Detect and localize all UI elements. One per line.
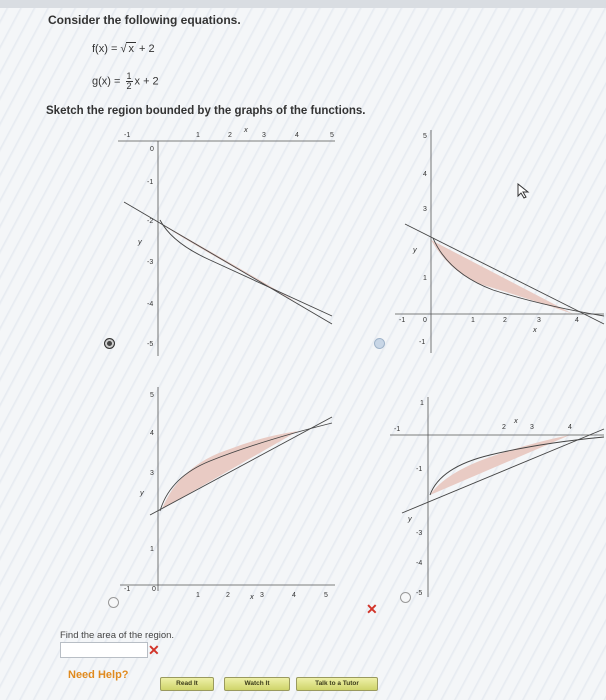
graph-d-curve-f	[430, 437, 604, 495]
graph-c-ylabel: y	[140, 488, 144, 497]
graph-b-ytick-2: 3	[423, 206, 427, 213]
graph-c-ytick-2: 3	[150, 470, 154, 477]
graph-d-ytick-3: -4	[416, 560, 423, 567]
fraction-denominator: 2	[126, 81, 132, 91]
equation-f-rest: + 2	[139, 43, 155, 55]
graph-c-xtick-3: 3	[260, 592, 264, 599]
graph-d-xtick-2: 3	[530, 424, 534, 431]
graph-d-xtick-1: 2	[502, 424, 506, 431]
graph-b-origin: 0	[423, 317, 427, 324]
graph-a-ytick-0: -1	[147, 179, 154, 186]
graph-c-xtick-0: -1	[124, 586, 131, 593]
graph-c-xtick-1: 1	[196, 592, 200, 599]
graph-a-ytick-1: -2	[147, 218, 154, 225]
graph-b-ytick-4: -1	[419, 339, 426, 346]
graph-d-xlabel: x	[514, 416, 518, 425]
graph-a-ytick-4: -5	[147, 341, 154, 348]
graph-b-ytick-3: 1	[423, 275, 427, 282]
graph-c-xlabel: x	[250, 592, 254, 601]
area-wrong-mark: ✕	[148, 642, 160, 658]
graph-b-xtick-1: 1	[471, 317, 475, 324]
graph-b-region	[431, 240, 573, 314]
graph-d-xtick-0: -1	[394, 426, 401, 433]
graph-a-ylabel: y	[138, 237, 142, 246]
graph-c-ytick-0: 5	[150, 392, 154, 399]
graph-b-curve-f	[433, 238, 604, 316]
graph-d-xtick-3: 4	[568, 424, 572, 431]
graph-wrong-mark: ✕	[366, 601, 378, 617]
graph-b-ylabel: y	[413, 245, 417, 254]
equation-f-lhs: f(x) =	[92, 43, 118, 55]
graph-c-line-g	[150, 417, 332, 515]
graph-b-xtick-2: 2	[503, 317, 507, 324]
graph-c-xtick-2: 2	[226, 592, 230, 599]
graph-d-ytick-4: -5	[416, 590, 423, 597]
graph-b-ytick-1: 4	[423, 171, 427, 178]
mouse-pointer-icon	[517, 183, 531, 199]
graph-a-xlabel: x	[244, 125, 248, 134]
area-answer-input[interactable]	[60, 642, 148, 658]
graph-a-ytick-3: -4	[147, 301, 154, 308]
instruction: Sketch the region bounded by the graphs of the functions.	[46, 105, 366, 117]
graph-b-xtick-4: 4	[575, 317, 579, 324]
radio-choice-b[interactable]	[374, 338, 385, 349]
read-it-button[interactable]: Read It	[160, 677, 214, 691]
equation-g	[92, 72, 159, 91]
graph-d-ytick-1: -1	[416, 466, 423, 473]
radio-choice-d[interactable]	[400, 592, 411, 603]
fraction	[126, 72, 133, 91]
radio-choice-a[interactable]	[104, 338, 115, 349]
graph-a-ytick-2: -3	[147, 259, 154, 266]
graph-d-ytick-0: 1	[420, 400, 424, 407]
graph-choice-c	[110, 385, 340, 603]
graph-a-line-g	[124, 202, 332, 324]
graph-d-line-g	[402, 429, 604, 513]
graph-b-xlabel: x	[533, 325, 537, 334]
talk-to-tutor-button[interactable]: Talk to a Tutor	[296, 677, 378, 691]
graph-a-xtick-1: 1	[196, 132, 200, 139]
need-help-label: Need Help?	[68, 669, 129, 681]
area-prompt: Find the area of the region.	[60, 630, 175, 641]
graph-d-ytick-2: -3	[416, 530, 423, 537]
graph-c-curve-f	[160, 423, 332, 511]
equation-f-radicand: x	[128, 43, 134, 55]
graph-b-ytick-0: 5	[423, 133, 427, 140]
fraction-numerator: 1	[126, 71, 132, 81]
graph-b-line-g	[405, 224, 604, 324]
graph-a-curve-f	[160, 220, 332, 316]
graph-a-xtick-5: 5	[330, 132, 334, 139]
equation-g-lhs: g(x) =	[92, 75, 121, 88]
graph-b-xtick-3: 3	[537, 317, 541, 324]
graph-d-ylabel: y	[408, 514, 412, 523]
graph-a-origin: 0	[150, 146, 154, 153]
watch-it-button[interactable]: Watch It	[224, 677, 290, 691]
graph-choice-d	[390, 385, 605, 603]
graph-a-xtick-4: 4	[295, 132, 299, 139]
radio-choice-c[interactable]	[108, 597, 119, 608]
graph-choice-b	[393, 128, 605, 358]
graph-a-xtick-0: -1	[124, 132, 131, 139]
sqrt-symbol: √	[120, 43, 127, 55]
equation-g-rest: x + 2	[134, 75, 159, 88]
equation-f	[92, 43, 155, 55]
graph-a-xtick-2: 2	[228, 132, 232, 139]
graph-c-ytick-1: 4	[150, 430, 154, 437]
question-title: Consider the following equations.	[48, 13, 241, 27]
graph-b-xtick-0: -1	[399, 317, 406, 324]
top-bar	[0, 0, 606, 8]
graph-c-origin: 0	[152, 586, 156, 593]
graph-choice-a	[110, 125, 340, 358]
graph-c-xtick-5: 5	[324, 592, 328, 599]
graph-a-xtick-3: 3	[262, 132, 266, 139]
graph-c-xtick-4: 4	[292, 592, 296, 599]
graph-c-ytick-3: 1	[150, 546, 154, 553]
